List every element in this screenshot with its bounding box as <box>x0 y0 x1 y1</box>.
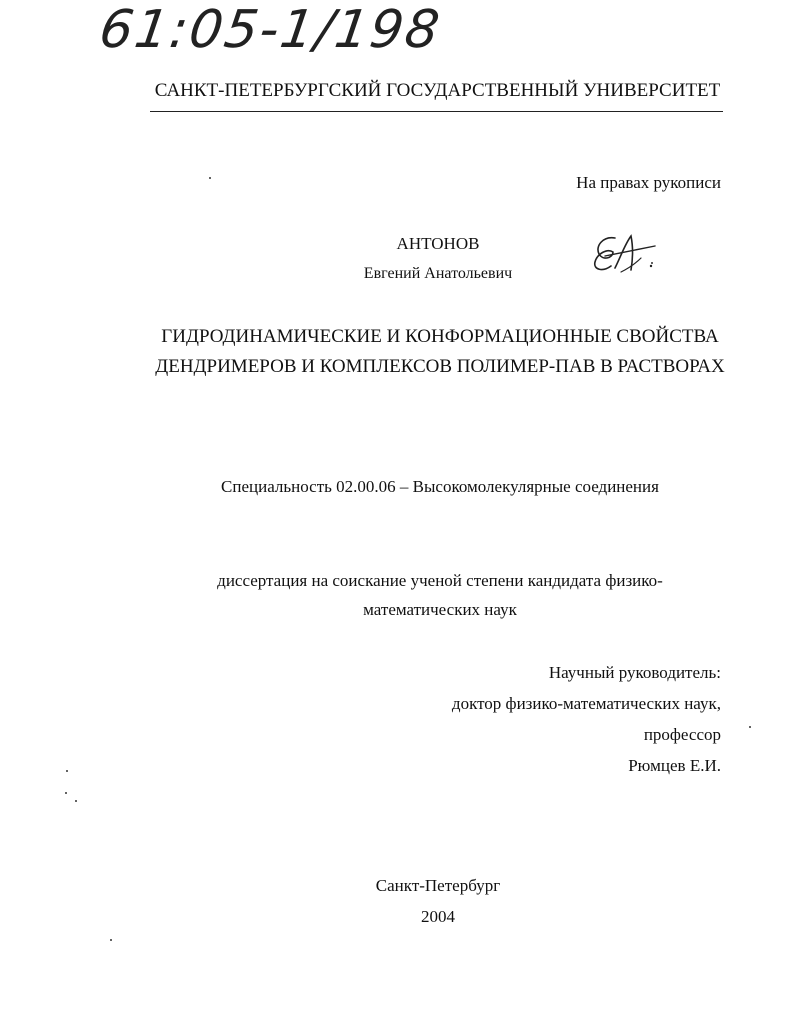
scan-speck <box>651 262 653 264</box>
supervisor-name: Рюмцев Е.И. <box>628 756 721 775</box>
degree-line: математических наук <box>363 600 517 619</box>
title-line: ДЕНДРИМЕРОВ И КОМПЛЕКСОВ ПОЛИМЕР-ПАВ В РАСТВОРАХ <box>155 356 725 377</box>
author-signature <box>585 228 665 280</box>
supervisor-degree: доктор физико-математических наук, <box>451 694 721 713</box>
specialty: Специальность 02.00.06 – Высокомолекулярные соединения <box>221 477 659 496</box>
author-given-names: Евгений Анатольевич <box>363 265 513 282</box>
title-line: ГИДРОДИНАМИЧЕСКИЕ И КОНФОРМАЦИОННЫЕ СВОЙСТВА <box>161 326 719 347</box>
scan-speck <box>110 939 112 941</box>
city: Санкт-Петербург <box>375 876 501 895</box>
header-rule <box>150 111 723 112</box>
university-name: САНКТ-ПЕТЕРБУРГСКИЙ ГОСУДАРСТВЕННЫЙ УНИВЕРСИТЕТ <box>154 80 721 101</box>
supervisor-block <box>321 657 721 781</box>
scan-speck <box>65 792 67 794</box>
scan-speck <box>209 177 211 179</box>
handwritten-archive-number: 61:05-1/198 <box>95 0 445 60</box>
year: 2004 <box>421 907 455 926</box>
author-surname: АНТОНОВ <box>396 234 480 253</box>
scan-speck <box>66 770 68 772</box>
city-year-block <box>338 870 538 932</box>
supervisor-heading: Научный руководитель: <box>548 663 721 682</box>
degree-line: диссертация на соискание ученой степени кандидата физико- <box>217 571 663 590</box>
scan-speck <box>75 800 77 802</box>
manuscript-rights-note: На правах рукописи <box>576 173 721 192</box>
scan-speck <box>749 726 751 728</box>
degree-statement <box>100 566 780 624</box>
dissertation-title <box>100 322 780 382</box>
supervisor-rank: профессор <box>643 725 721 744</box>
